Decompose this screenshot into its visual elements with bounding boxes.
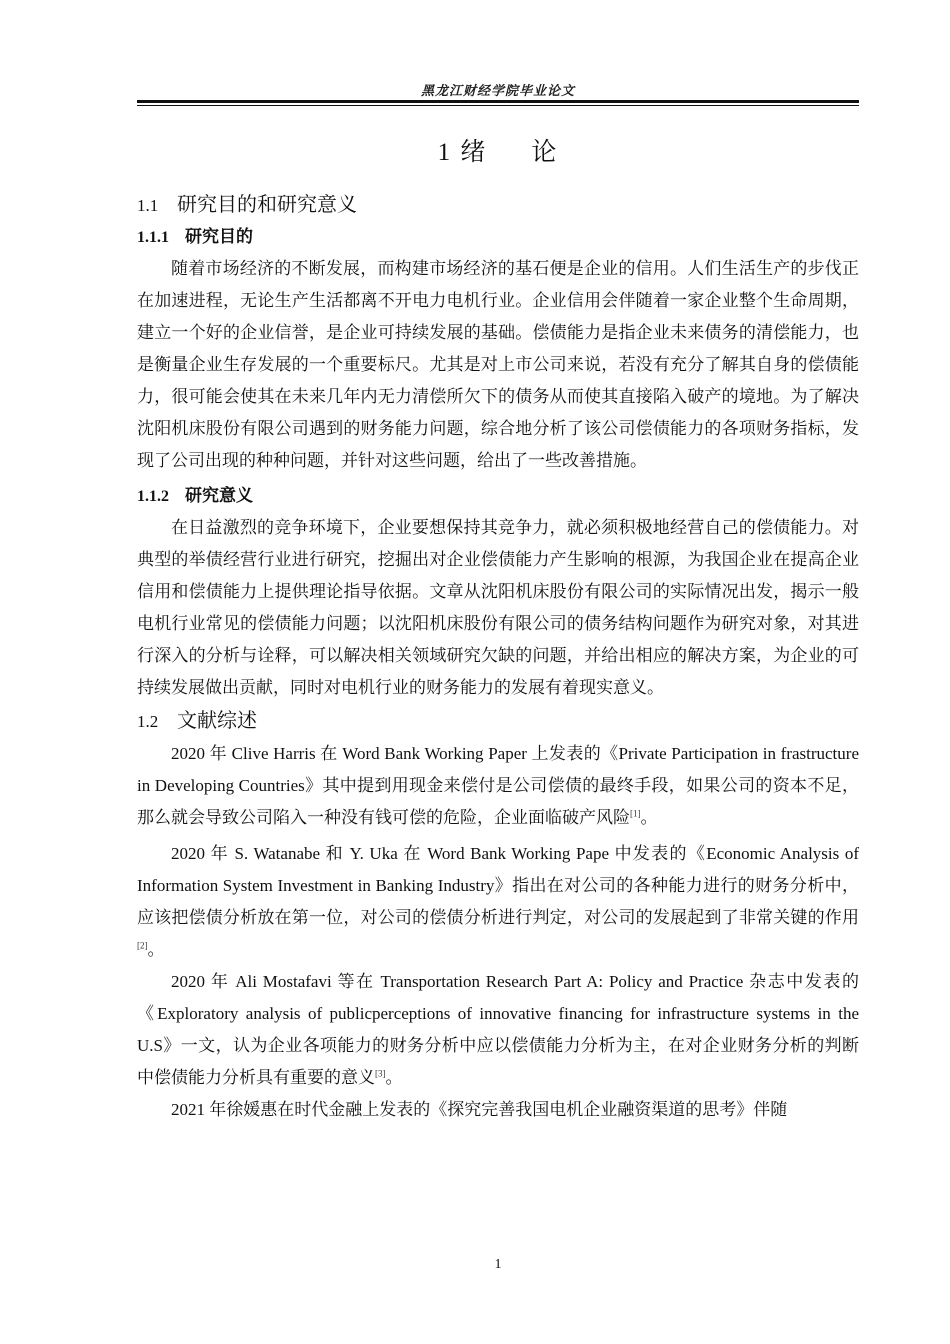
paragraph-text: 2020 年 S. Watanabe 和 Y. Uka 在 Word Bank Working Pape 中发表的《Economic Analysis of Information System Investment in Banking Industry》指出在对公司的各种能力进行的财务分析中，应该把偿债分析放在第一位，对公司的偿债分析进行判定，对公司的发展起到了非常关键的作用: [137, 844, 859, 927]
subsection-heading-1-1-1: [137, 222, 859, 253]
citation: [1]: [630, 808, 641, 819]
subsection-title: 研究意义: [185, 486, 253, 506]
paragraph-end-mark: 。: [385, 1068, 403, 1087]
section-title: 文献综述: [177, 708, 257, 732]
subsection-number: 1.1.1: [137, 229, 169, 246]
chapter-title: [137, 132, 859, 168]
chapter-title-part1: 绪: [460, 139, 488, 166]
paragraph-research-significance: 在日益激烈的竞争环境下，企业要想保持其竞争力，就必须积极地经营自己的偿债能力。对典型的举债经营行业进行研究，挖掘出对企业偿债能力产生影响的根源，为我国企业在提高企业信用和偿债能力上提供理论指导依据。文章从沈阳机床股份有限公司的实际情况出发，揭示一般电机行业常见的偿债能力问题；以沈阳机床股份有限公司的债务结构问题作为研究对象，对其进行深入的分析与诠释，可以解决相关领域研究欠缺的问题，并给出相应的解决方案，为企业的可持续发展做出贡献，同时对电机行业的财务能力的发展有着现实意义。: [137, 518, 859, 697]
header-rule-thick: [137, 100, 859, 103]
chapter-number: 1: [437, 139, 453, 166]
paragraph-text: 2020 年 Ali Mostafavi 等在 Transportation Research Part A: Policy and Practice 杂志中发表的《Exploratory analysis of publicperceptions of innovative financing for infrastructure systems in the U.S》一文，认为企业各项能力的财务分析中应以偿债能力分析为主，在对企业财务分析的判断中偿债能力分析具有重要的意义: [137, 972, 859, 1087]
subsection-number: 1.1.2: [137, 488, 169, 505]
paragraph-end-mark: 。: [147, 940, 165, 959]
paragraph-text: 2020 年 Clive Harris 在 Word Bank Working Paper 上发表的《Private Participation in frastructure in Developing Countries》其中提到用现金来偿付是公司偿债的最终手段，如果公司的资本不足，那么就会导致公司陷入一种没有钱可偿的危险，企业面临破产风险: [137, 744, 859, 827]
header-rule-thin: [137, 105, 859, 106]
paragraph-literature-3: [137, 966, 859, 1094]
citation: [2]: [137, 940, 148, 951]
section-heading-1-1: [137, 188, 859, 222]
paragraph-literature-1: [137, 738, 859, 834]
paragraph-literature-4: [137, 1094, 859, 1126]
paragraph-text: 2021 年徐媛惠在时代金融上发表的《探究完善我国电机企业融资渠道的思考》伴随: [171, 1100, 788, 1119]
section-number: 1.1: [137, 196, 159, 215]
section-number: 1.2: [137, 712, 159, 731]
running-header: 黑龙江财经学院毕业论文: [420, 83, 575, 98]
document-body: [137, 188, 859, 1126]
chapter-title-part2: 论: [531, 139, 559, 166]
subsection-title: 研究目的: [185, 227, 253, 247]
paragraph-research-purpose: 随着市场经济的不断发展，而构建市场经济的基石便是企业的信用。人们生活生产的步伐正在加速进程，无论生产生活都离不开电力电机行业。企业信用会伴随着一家企业整个生命周期，建立一个好的企业信誉，是企业可持续发展的基础。偿债能力是指企业未来债务的清偿能力，也是衡量企业生存发展的一个重要标尺。尤其是对上市公司来说，若没有充分了解其自身的偿债能力，很可能会使其在未来几年内无力清偿所欠下的债务从而使其直接陷入破产的境地。为了解决沈阳机床股份有限公司遇到的财务能力问题，综合地分析了该公司偿债能力的各项财务指标，发现了公司出现的种种问题，并针对这些问题，给出了一些改善措施。: [137, 259, 859, 470]
citation: [3]: [375, 1068, 386, 1079]
section-title: 研究目的和研究意义: [177, 192, 357, 216]
subsection-heading-1-1-2: [137, 481, 859, 512]
paragraph-end-mark: 。: [640, 808, 658, 827]
paragraph-literature-2: [137, 838, 859, 966]
page-number: 1: [494, 1257, 502, 1272]
section-heading-1-2: [137, 704, 859, 738]
